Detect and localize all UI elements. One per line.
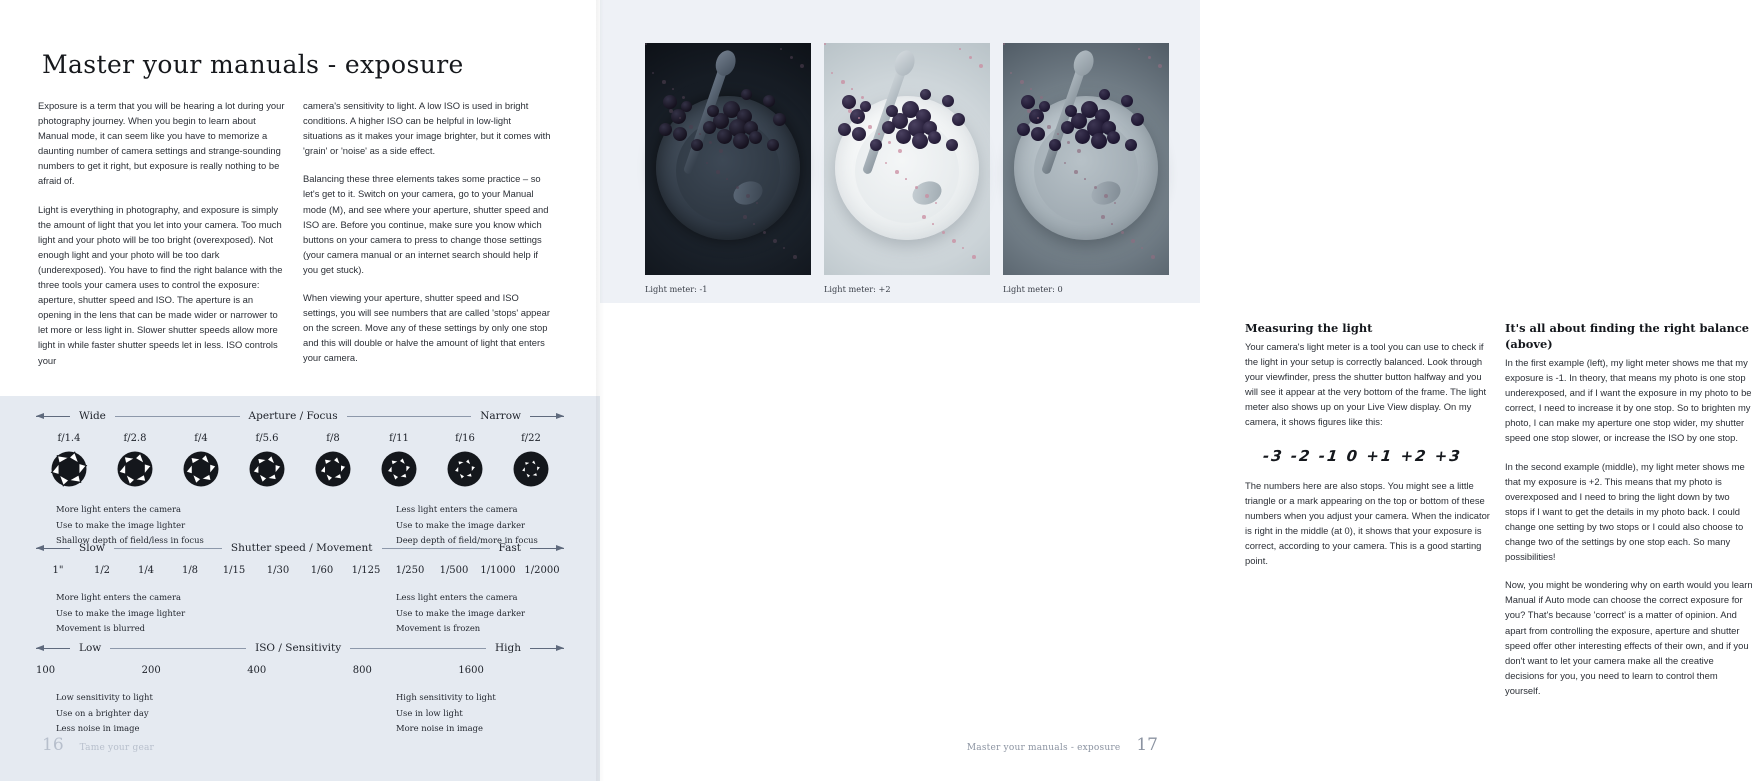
rule (114, 548, 222, 549)
scale-tick: 1/250 (395, 565, 425, 576)
scale-tick: f/4 (194, 433, 208, 444)
note-line: Deep depth of field/more in focus (396, 535, 538, 545)
crumb (895, 170, 899, 174)
iso-notes (56, 690, 544, 738)
crumb (942, 231, 945, 234)
note-line: Movement is blurred (56, 623, 146, 633)
note-line: Movement is frozen (396, 623, 481, 633)
blackberry (1031, 127, 1045, 141)
rule (382, 548, 490, 549)
note-line: Use in low light (396, 707, 463, 718)
aperture-blades-icon (446, 450, 484, 488)
crumb (1040, 96, 1043, 99)
blackberry (852, 127, 866, 141)
running-head: Master your manuals - exposure (966, 743, 1121, 753)
blackberry (928, 131, 941, 144)
crumb (1067, 141, 1070, 144)
crumb (743, 215, 747, 219)
scale-center-label: Shutter speed / Movement (230, 542, 373, 554)
aperture-icon-cell (432, 450, 498, 488)
notes-right (396, 590, 525, 637)
paragraph: camera's sensitivity to light. A low ISO is used in bright conditions. A higher ISO can be helpful in low-light situations as it makes your image brighter, but it comes with 'grain' or 'noise' as a side effect. (303, 100, 551, 157)
scale-center-label: ISO / Sensitivity (255, 642, 342, 654)
crumb (905, 178, 907, 180)
scale-tick: f/5.6 (255, 433, 279, 444)
scale-tick: 1/125 (351, 565, 381, 576)
crumb (1138, 48, 1140, 50)
aperture-blades-icon (248, 450, 286, 488)
left-page (0, 0, 600, 781)
scale-tick: 1/2000 (524, 565, 560, 576)
scale-tick: 400 (247, 665, 267, 676)
rule (110, 648, 246, 649)
blackberry (838, 123, 851, 136)
scale-tick: 100 (36, 665, 56, 676)
page-title: Master your manuals - exposure (42, 50, 464, 79)
scale-header (36, 638, 564, 658)
crumb (716, 170, 720, 174)
scale-tick: 800 (352, 665, 372, 676)
photo-caption: Light meter: 0 (1003, 284, 1063, 294)
blackberry (1021, 95, 1035, 109)
note-line: Less noise in image (56, 723, 140, 733)
shutter-speed-scale (0, 538, 600, 638)
paragraph: Exposure is a term that you will be hearing a lot during your photography journey. When you begin to learn about Manual mode, it can seem like you have to memorize a daunting number of camera settings and strange-sounding numbers to get it right, but exposure is really nothing to be afraid of. (38, 100, 285, 187)
scale-right-label: Fast (498, 542, 521, 554)
note-line: High sensitivity to light (396, 692, 496, 702)
aperture-blades-icon (512, 450, 550, 488)
crumb (763, 231, 766, 234)
blackberry (681, 101, 692, 112)
scale-tick: 1/1000 (480, 565, 516, 576)
note-line: Shallow depth of field/less in focus (56, 535, 204, 545)
arrow-right-icon (530, 416, 564, 417)
scale-left-label: Low (79, 642, 102, 654)
note-line: Use to make the image lighter (56, 519, 186, 530)
aperture-icon-cell (366, 450, 432, 488)
aperture-icon-cell (498, 450, 564, 488)
notes-left (56, 690, 153, 737)
blackberry (663, 95, 677, 109)
page-number: 16 (42, 735, 64, 755)
left-column-two (303, 98, 551, 379)
blackberry (1099, 89, 1110, 100)
scale-header (36, 406, 564, 426)
exposure-example-photo (824, 43, 990, 275)
crumb (1074, 170, 1078, 174)
aperture-icon-cell (102, 450, 168, 488)
light-meter-stops-scale: -3 -2 -1 0 +1 +2 +3 (1262, 446, 1463, 465)
crumb (645, 43, 647, 45)
scale-tick: 1/30 (266, 565, 290, 576)
paragraph: The numbers here are also stops. You might see a little triangle or a mark appearing on the top or bottom of these numbers when you adjust your camera. When the indicator is right in the middle (at 0), it shows that your exposure is correct, according to your camera. This is a good starting point. (1245, 479, 1490, 567)
crumb (793, 255, 797, 259)
crumb (662, 80, 666, 84)
note-line: Less light enters the camera (396, 592, 518, 602)
paragraph: Light is everything in photography, and exposure is simply the amount of light that you let into your camera. Too much light and your photo will be too bright (overexposed). Not enough light and your photo will be too dark (underexposed). You have to find the right balance with the three tools your camera uses to control the exposure: aperture, shutter speed and ISO. The aperture is an opening in the lens that can be made wider or narrower to let more or less light in. Slower shutter speeds allow more light in while faster shutter speeds let in less. ISO controls your (38, 203, 283, 366)
photo-item (645, 43, 811, 294)
note-line: More light enters the camera (56, 592, 181, 602)
crumb (932, 223, 934, 225)
scale-tick: f/8 (326, 433, 340, 444)
scale-tick: f/1.4 (57, 433, 81, 444)
section-heading: It's all about finding the right balance (above) (1505, 321, 1750, 351)
section-heading: Measuring the light (1245, 321, 1373, 335)
blackberry (896, 129, 911, 144)
crumb (726, 178, 728, 180)
exposure-example-photo (1003, 43, 1169, 275)
photo-item (1003, 43, 1169, 294)
crumb (959, 48, 961, 50)
blackberry (912, 133, 928, 149)
aperture-icon-cell (300, 450, 366, 488)
crumb (972, 255, 976, 259)
right-column-one (1245, 320, 1493, 581)
note-line: Use on a brighter day (56, 707, 149, 718)
arrow-left-icon (36, 416, 70, 417)
scale-tick: f/22 (521, 433, 541, 444)
aperture-tick-row (36, 433, 564, 444)
crumb (1057, 133, 1059, 135)
scale-tick: 1600 (458, 665, 484, 676)
crumb (969, 56, 972, 59)
scale-tick: 1/8 (181, 565, 199, 576)
note-line: More noise in image (396, 723, 483, 733)
blackberry (773, 113, 786, 126)
left-page-footer (42, 735, 154, 755)
rule (350, 648, 486, 649)
crumb (1121, 231, 1124, 234)
note-line: More light enters the camera (56, 504, 181, 514)
scale-left-label: Slow (79, 542, 105, 554)
note-line: Use to make the image darker (396, 607, 526, 618)
crumb (868, 125, 872, 129)
blackberry (1061, 121, 1074, 134)
crumb (1101, 215, 1105, 219)
notes-left (56, 590, 185, 637)
crumb (841, 80, 845, 84)
blackberry (749, 131, 762, 144)
scale-header (36, 538, 564, 558)
crumb (1148, 56, 1151, 59)
paragraph: In the second example (middle), my light meter shows me that my exposure is +2. This means that my photo is overexposed and I need to bring the light down by two stops if I want to get the details in my photo back. I could change one setting by two stops or I could also choose to change two of the settings by one stop each. So many possibilities! (1505, 460, 1745, 563)
scale-tick: 1" (52, 565, 64, 576)
aperture-icon-cell (234, 450, 300, 488)
scale-tick: f/11 (389, 433, 409, 444)
blackberry (882, 121, 895, 134)
note-line: Less light enters the camera (396, 504, 518, 514)
aperture-blades-icon (380, 450, 418, 488)
blackberry (1039, 101, 1050, 112)
iso-tick-row (36, 665, 564, 676)
blackberry (1131, 113, 1144, 126)
scale-tick: 1/4 (137, 565, 155, 576)
scale-tick: f/2.8 (123, 433, 147, 444)
scale-tick: f/16 (455, 433, 475, 444)
left-column-one (38, 98, 286, 381)
crumb (682, 96, 685, 99)
crumb (780, 48, 782, 50)
scale-left-label: Wide (79, 410, 106, 422)
page-number: 17 (1136, 735, 1158, 755)
scale-center-label: Aperture / Focus (248, 410, 338, 422)
arrow-left-icon (36, 548, 70, 549)
right-page (600, 0, 1753, 781)
crumb (753, 223, 755, 225)
paragraph: Your camera's light meter is a tool you can use to check if the light in your setup is correctly balanced. Look through your viewfinder, press the shutter button halfway and you will see it appear at the very bottom of the frame. The light meter also shows up on your Live View display. On my camera, it shows figures like this: (1245, 341, 1487, 428)
blackberry (1075, 129, 1090, 144)
iso-scale (0, 638, 600, 738)
blackberry (1107, 131, 1120, 144)
paragraph: Balancing these three elements takes some practice – so let's get to it. Switch on your camera, go to your Manual mode (M), and see where your aperture, shutter speed and ISO are. Before you continue, make sure you know which buttons on your camera to press to change those settings (your camera manual or an internet search should help if you get stuck). (303, 173, 549, 275)
crumb (1030, 88, 1032, 90)
crumb (878, 133, 880, 135)
exposure-scales-panel (0, 396, 600, 781)
aperture-icon-cell (36, 450, 102, 488)
blackberry (767, 139, 779, 151)
blackberry (763, 95, 775, 107)
crumb (824, 43, 826, 45)
crumb (709, 141, 712, 144)
note-line: Use to make the image lighter (56, 607, 186, 618)
blackberry (942, 95, 954, 107)
blackberry (870, 139, 882, 151)
crumb (1047, 125, 1051, 129)
crumb (1111, 223, 1113, 225)
paragraph: Now, you might be wondering why on earth would you learn Manual if Auto mode can choose the correct exposure for you? That's because 'correct' is a matter of opinion. And apart from controlling the exposure, aperture and shutter speed offer other interesting effects of their own, and if you don't want to let your camera make all the creative decisions for you, you need to learn to control them yourself. (1505, 579, 1753, 696)
blackberry (920, 89, 931, 100)
blackberry (717, 129, 732, 144)
blackberry (1125, 139, 1137, 151)
right-page-footer (967, 735, 1158, 755)
crumb (1020, 80, 1024, 84)
blackberry (703, 121, 716, 134)
crumb (1151, 255, 1155, 259)
aperture-blades-icon (182, 450, 220, 488)
blackberry (659, 123, 672, 136)
crumb (699, 133, 701, 135)
crumb (672, 88, 674, 90)
blackberry (946, 139, 958, 151)
blackberry (733, 133, 749, 149)
aperture-scale (0, 406, 600, 550)
scale-right-label: Narrow (480, 410, 522, 422)
crumb (1094, 186, 1097, 189)
shutter-notes (56, 590, 544, 638)
right-column-two (1505, 320, 1753, 711)
blackberry (1049, 139, 1061, 151)
note-line: Low sensitivity to light (56, 692, 153, 702)
blackberry (860, 101, 871, 112)
blackberry (691, 139, 703, 151)
blackberry (952, 113, 965, 126)
rule (347, 416, 472, 417)
photo-caption: Light meter: +2 (824, 284, 891, 294)
running-head: Tame your gear (79, 743, 155, 753)
blackberry (842, 95, 856, 109)
paragraph: In the first example (left), my light meter shows me that my exposure is -1. In theory, that means my photo is one stop underexposed, and if I want the exposure in my photo to be correct, I need to increase it by one stop. So to brighten my photo, I can make my aperture one stop wider, my shutter speed one stop slower, or increase the ISO by one stop. (1505, 357, 1752, 444)
blackberry (741, 89, 752, 100)
paragraph: When viewing your aperture, shutter speed and ISO settings, you will see numbers that are called 'stops' appear on the screen. Move any of these settings by only one stop and this will double or halve the amount of light that enters your camera. (303, 292, 550, 364)
scale-right-label: High (495, 642, 521, 654)
notes-right (396, 690, 496, 737)
photo-item (824, 43, 990, 294)
scale-tick: 1/500 (439, 565, 469, 576)
note-line: Use to make the image darker (396, 519, 526, 530)
crumb (888, 141, 891, 144)
blackberry (1065, 105, 1077, 117)
scale-tick: 1/2 (93, 565, 111, 576)
aperture-blades-icon (314, 450, 352, 488)
blackberry (1091, 133, 1107, 149)
arrow-right-icon (530, 548, 564, 549)
crumb (689, 125, 693, 129)
shutter-tick-row (36, 565, 564, 576)
aperture-icon-cell (168, 450, 234, 488)
blackberry (673, 127, 687, 141)
blackberry (886, 105, 898, 117)
crumb (861, 96, 864, 99)
exposure-example-photo (645, 43, 811, 275)
crumb (790, 56, 793, 59)
arrow-right-icon (530, 648, 564, 649)
blackberry (1017, 123, 1030, 136)
crumb (915, 186, 918, 189)
photo-caption: Light meter: -1 (645, 284, 708, 294)
photo-strip (645, 43, 1169, 294)
rule (115, 416, 240, 417)
aperture-blades-icon (50, 450, 88, 488)
scale-tick: 1/15 (222, 565, 246, 576)
aperture-icon-row (36, 450, 564, 488)
arrow-left-icon (36, 648, 70, 649)
crumb (1003, 43, 1005, 45)
scale-tick: 1/60 (310, 565, 334, 576)
blackberry (707, 105, 719, 117)
crumb (1084, 178, 1086, 180)
blackberry (1121, 95, 1133, 107)
crumb (851, 88, 853, 90)
crumb (736, 186, 739, 189)
scale-tick: 200 (141, 665, 161, 676)
aperture-blades-icon (116, 450, 154, 488)
crumb (922, 215, 926, 219)
